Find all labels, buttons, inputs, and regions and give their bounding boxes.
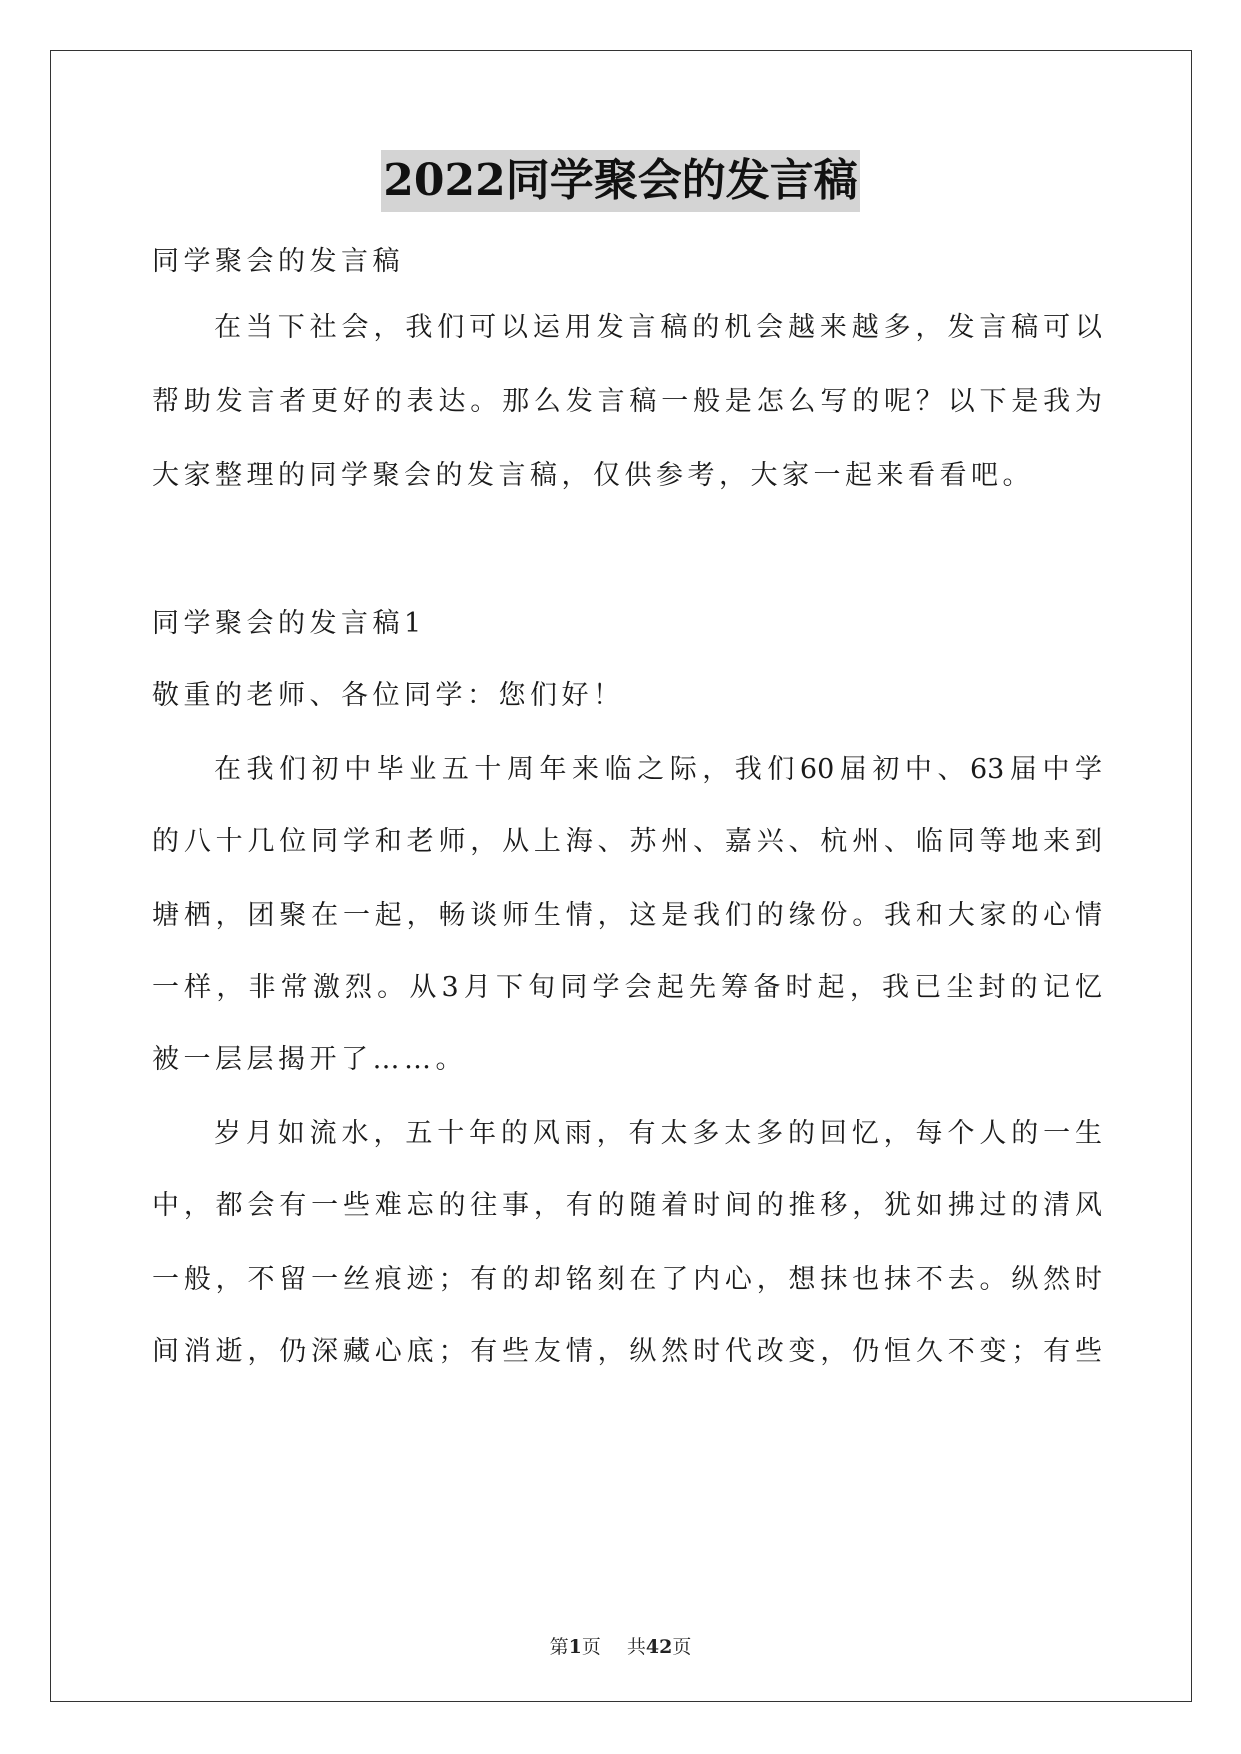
document-title: 2022同学聚会的发言稿: [381, 150, 859, 212]
page-suffix: 页: [581, 1636, 601, 1658]
body-line: 的八十几位同学和老师，从上海、苏州、嘉兴、杭州、临同等地来到: [152, 826, 1102, 857]
body-line: 间消逝，仍深藏心底；有些友情，纵然时代改变，仍恒久不变；有些: [152, 1336, 1102, 1367]
body-line: 被一层层揭开了……。: [152, 1044, 467, 1075]
body-line: 同学聚会的发言稿: [152, 246, 404, 277]
total-pages: 42: [645, 1636, 673, 1658]
body-line: 一样，非常激烈。从3月下旬同学会起先筹备时起，我已尘封的记忆: [152, 972, 1102, 1003]
page-prefix: 第: [549, 1636, 569, 1658]
body-line: 帮助发言者更好的表达。那么发言稿一般是怎么写的呢？以下是我为: [152, 386, 1102, 417]
body-line: 大家整理的同学聚会的发言稿，仅供参考，大家一起来看看吧。: [152, 460, 1034, 491]
page-footer: [0, 1634, 1241, 1660]
body-line: 一般，不留一丝痕迹；有的却铭刻在了内心，想抹也抹不去。纵然时: [152, 1264, 1102, 1295]
body-line: 在当下社会，我们可以运用发言稿的机会越来越多，发言稿可以: [214, 312, 1102, 343]
body-line: 敬重的老师、各位同学：您们好！: [152, 680, 625, 711]
body-line: 中，都会有一些难忘的往事，有的随着时间的推移，犹如拂过的清风: [152, 1190, 1102, 1221]
title-container: [0, 150, 1241, 212]
body-line: 在我们初中毕业五十周年来临之际，我们60届初中、63届中学: [214, 754, 1102, 785]
total-prefix: 共: [626, 1636, 646, 1658]
body-line: 塘栖，团聚在一起，畅谈师生情，这是我们的缘份。我和大家的心情: [152, 900, 1102, 931]
page-number: 1: [568, 1636, 582, 1658]
page-border: [50, 50, 1192, 1702]
body-line: 岁月如流水，五十年的风雨，有太多太多的回忆，每个人的一生: [214, 1118, 1102, 1149]
total-suffix: 页: [672, 1636, 692, 1658]
body-line: 同学聚会的发言稿1: [152, 608, 426, 639]
